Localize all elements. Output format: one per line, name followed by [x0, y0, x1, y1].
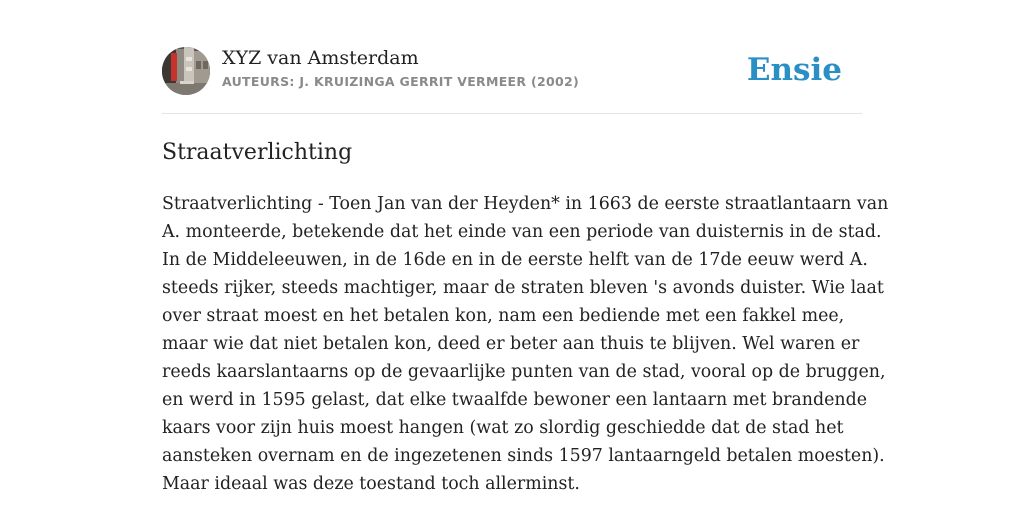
entry-body-line: maar wie dat niet betalen kon, deed er beter aan thuis te blijven. Wel waren er [162, 334, 860, 354]
source-title[interactable]: XYZ van Amsterdam [222, 47, 419, 69]
source-thumbnail-image [162, 47, 210, 95]
source-authors: AUTEURS: J. KRUIZINGA GERRIT VERMEER (2002) [222, 74, 579, 89]
entry-body-line: steeds rijker, steeds machtiger, maar de straten bleven 's avonds duister. Wie laat [162, 278, 884, 298]
entry-body-line: In de Middeleeuwen, in de 16de en in de eerste helft van de 17de eeuw werd A. [162, 250, 868, 270]
entry-body-line: en werd in 1595 gelast, dat elke twaalfde bewoner een lantaarn met brandende [162, 390, 868, 410]
entry-title: Straatverlichting [162, 140, 353, 165]
entry-body-line: over straat moest en het betalen kon, nam een bediende met een fakkel mee, [162, 306, 845, 326]
entry-body-line: aansteken overnam en de ingezetenen sinds 1597 lantaarngeld betalen moesten). [162, 446, 885, 466]
source-avatar[interactable] [162, 47, 210, 95]
entry-body-line: A. monteerde, betekende dat het einde van een periode van duisternis in de stad. [162, 222, 882, 242]
header-divider [162, 113, 862, 114]
ensie-logo[interactable]: Ensie [746, 52, 842, 88]
entry-body-line: Straatverlichting - Toen Jan van der Heyden* in 1663 de eerste straatlantaarn van [162, 194, 889, 214]
entry-body [162, 190, 889, 498]
entry-body-line: reeds kaarslantaarns op de gevaarlijke punten van de stad, vooral op de bruggen, [162, 362, 886, 382]
entry-body-line: kaars voor zijn huis moest hangen (wat zo slordig geschiedde dat de stad het [162, 418, 844, 438]
entry-body-line: Maar ideaal was deze toestand toch allerminst. [162, 474, 580, 494]
source-header [162, 46, 862, 96]
